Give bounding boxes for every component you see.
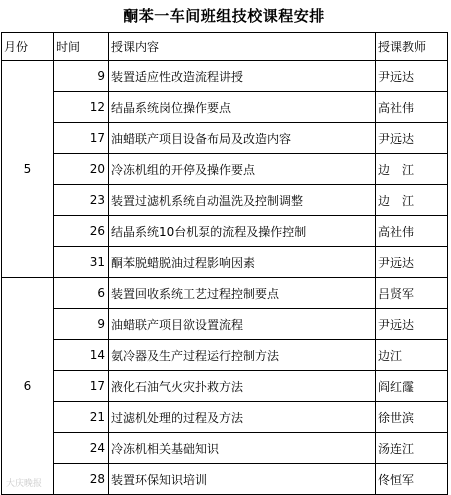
watermark-text: 大庆晚报: [6, 479, 43, 489]
header-teacher: 授课教师: [376, 33, 448, 61]
teacher-cell: 汤连江: [376, 433, 448, 464]
teacher-cell: 尹远达: [376, 309, 448, 340]
day-cell: 9: [54, 61, 109, 92]
day-cell: 21: [54, 402, 109, 433]
teacher-cell: 徐世滨: [376, 402, 448, 433]
schedule-sheet: [1, 0, 447, 495]
content-cell: 装置适应性改造流程讲授: [109, 61, 376, 92]
teacher-cell: 尹远达: [376, 247, 448, 278]
teacher-cell: 尹远达: [376, 61, 448, 92]
content-cell: 油蜡联产项目设备布局及改造内容: [109, 123, 376, 154]
table-row: [2, 371, 448, 402]
table-row: [2, 464, 448, 495]
table-row: [2, 278, 448, 309]
content-cell: 酮苯脱蜡脱油过程影响因素: [109, 247, 376, 278]
header-month: 月份: [2, 33, 54, 61]
table-row: [2, 433, 448, 464]
day-cell: 17: [54, 371, 109, 402]
page-title: 酮苯一车间班组技校课程安排: [123, 7, 325, 25]
teacher-cell: 阎红霳: [376, 371, 448, 402]
table-row: [2, 154, 448, 185]
teacher-cell: 高社伟: [376, 216, 448, 247]
header-row: [2, 33, 448, 61]
content-cell: 液化石油气火灾扑救方法: [109, 371, 376, 402]
teacher-cell: 边江: [376, 340, 448, 371]
table-row: [2, 92, 448, 123]
teacher-cell: 高社伟: [376, 92, 448, 123]
day-cell: 20: [54, 154, 109, 185]
schedule-body: [2, 61, 448, 495]
table-row: [2, 340, 448, 371]
month-cell: 5: [2, 61, 54, 278]
day-cell: 26: [54, 216, 109, 247]
month-cell: 6: [2, 278, 54, 495]
table-row: [2, 216, 448, 247]
table-row: [2, 123, 448, 154]
content-cell: 装置过滤机系统自动温洗及控制调整: [109, 185, 376, 216]
table-row: [2, 402, 448, 433]
teacher-cell: 佟恒军: [376, 464, 448, 495]
content-cell: 装置环保知识培训: [109, 464, 376, 495]
day-cell: 31: [54, 247, 109, 278]
table-row: [2, 61, 448, 92]
teacher-cell: 边 江: [376, 154, 448, 185]
content-cell: 冷冻机相关基础知识: [109, 433, 376, 464]
content-cell: 过滤机处理的过程及方法: [109, 402, 376, 433]
teacher-cell: 边 江: [376, 185, 448, 216]
day-cell: 23: [54, 185, 109, 216]
content-cell: 结晶系统10台机泵的流程及操作控制: [109, 216, 376, 247]
day-cell: 17: [54, 123, 109, 154]
header-content: 授课内容: [109, 33, 376, 61]
content-cell: 装置回收系统工艺过程控制要点: [109, 278, 376, 309]
day-cell: 14: [54, 340, 109, 371]
schedule-table: [1, 32, 448, 495]
table-row: [2, 185, 448, 216]
day-cell: 12: [54, 92, 109, 123]
table-row: [2, 309, 448, 340]
day-cell: 9: [54, 309, 109, 340]
teacher-cell: 尹远达: [376, 123, 448, 154]
day-cell: 28: [54, 464, 109, 495]
content-cell: 冷冻机组的开停及操作要点: [109, 154, 376, 185]
content-cell: 氨冷器及生产过程运行控制方法: [109, 340, 376, 371]
day-cell: 24: [54, 433, 109, 464]
table-row: [2, 247, 448, 278]
teacher-cell: 吕贤军: [376, 278, 448, 309]
header-time: 时间: [54, 33, 109, 61]
content-cell: 油蜡联产项目欲设置流程: [109, 309, 376, 340]
content-cell: 结晶系统岗位操作要点: [109, 92, 376, 123]
day-cell: 6: [54, 278, 109, 309]
